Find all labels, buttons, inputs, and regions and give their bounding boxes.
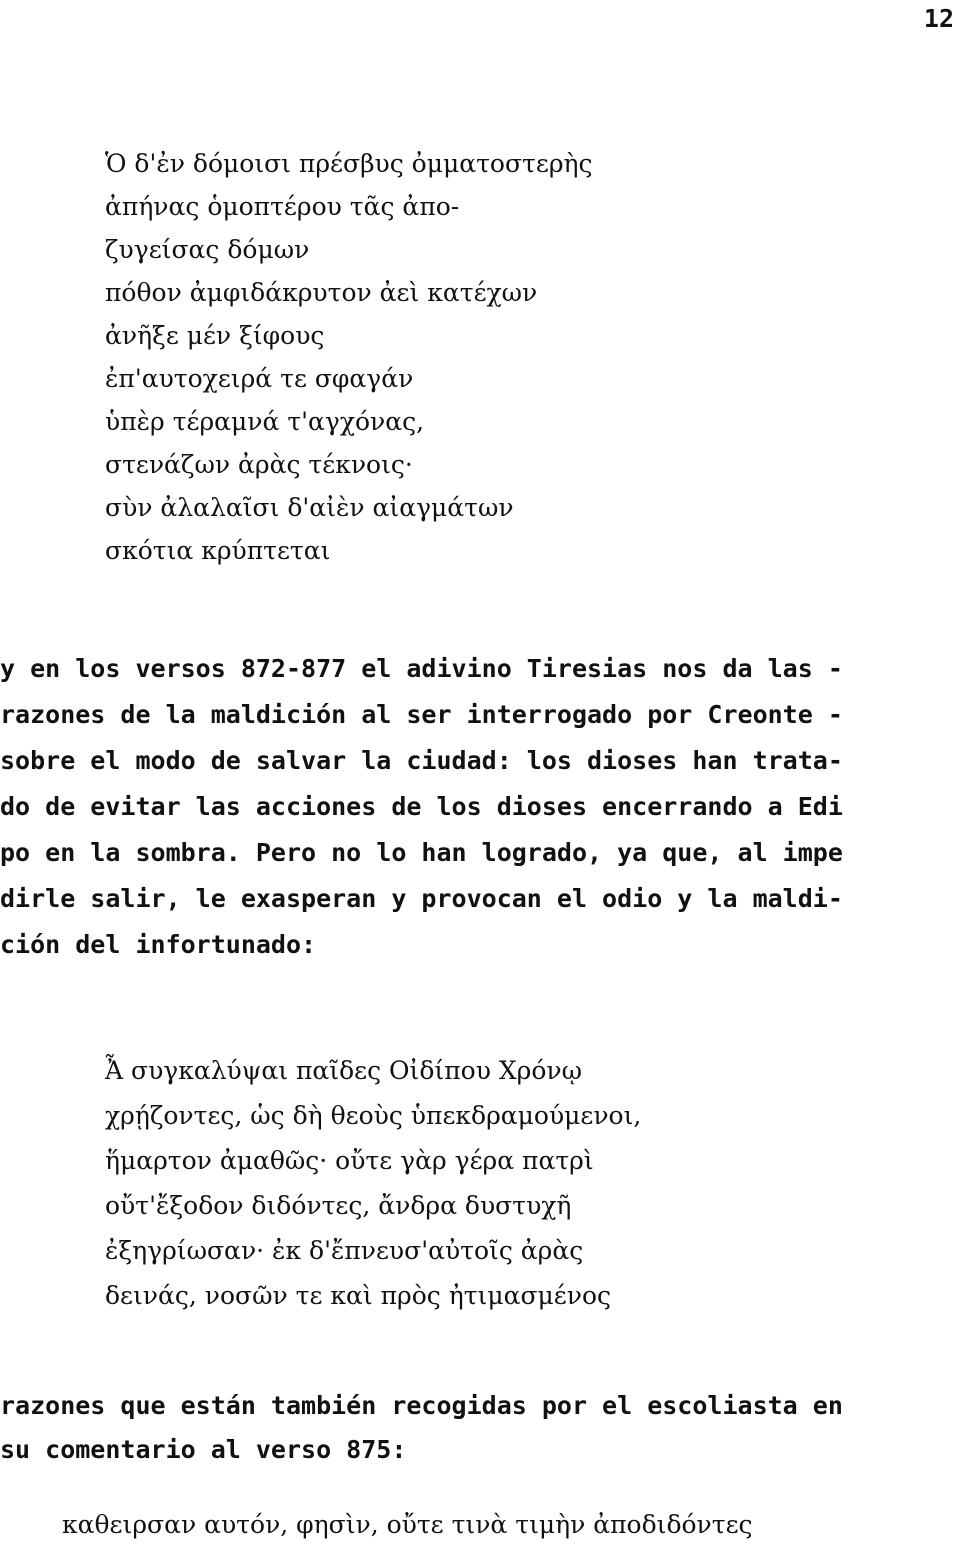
greek-verse-line: δεινάς, νοσῶν τε καὶ πρὸς ἠτιμασμένος (105, 1281, 611, 1310)
paragraph-line: ción del infortunado: (0, 930, 317, 959)
greek-verse-line: πόθον ἀμφιδάκρυτον ἀεὶ κατέχων (105, 278, 538, 307)
greek-verse-line: ὑπὲρ τέραμνά τ'αγχόνας, (105, 407, 425, 436)
paragraph-line: sobre el modo de salvar la ciudad: los dioses han trata- (0, 746, 843, 775)
greek-scholion-quote: καθειρσαν αυτόν, φησὶν, οὔτε τινὰ τιμὴν ἀποδιδόντες (62, 1510, 753, 1539)
paragraph-line: razones de la maldición al ser interrogado por Creonte - (0, 700, 843, 729)
greek-verse-line: σκότια κρύπτεται (105, 536, 331, 565)
greek-verse-line: ἥμαρτον ἀμαθῶς· οὔτε γὰρ γέρα πατρὶ (105, 1146, 594, 1175)
paragraph-line: su comentario al verso 875: (0, 1435, 407, 1464)
greek-verse-line: σὺν ἀλαλαῖσι δ'αἰὲν αἰαγμάτων (105, 493, 514, 522)
greek-verse-line: Ἆ συγκαλύψαι παῖδες Οἰδίπου Χρόνῳ (105, 1056, 582, 1085)
greek-verse-line: ἐπ'αυτοχειρά τε σφαγάν (105, 364, 414, 393)
greek-verse-line: ἐξηγρίωσαν· ἐκ δ'ἔπνευσ'αὐτοῖς ἀρὰς (105, 1236, 584, 1265)
page-number: 12 (923, 4, 954, 33)
greek-verse-passage-2 (105, 1048, 641, 1318)
greek-verse-line: ἀνῆξε μέν ξίφους (105, 321, 325, 350)
paragraph-line: po en la sombra. Pero no lo han logrado, ya que, al impe (0, 838, 843, 867)
paragraph-line: dirle salir, le exasperan y provocan el odio y la maldi- (0, 884, 843, 913)
paragraph-line: y en los versos 872-877 el adivino Tiresias nos da las - (0, 654, 843, 683)
greek-verse-line: οὔτ'ἔξοδον διδόντες, ἄνδρα δυστυχῆ (105, 1191, 572, 1220)
spanish-paragraph-2 (0, 1384, 960, 1472)
paragraph-line: do de evitar las acciones de los dioses encerrando a Edi (0, 792, 843, 821)
spanish-paragraph-1 (0, 646, 960, 968)
greek-verse-line: ζυγείσας δόμων (105, 235, 310, 264)
greek-verse-line: χρῄζοντες, ὡς δὴ θεοὺς ὑπεκδραμούμενοι, (105, 1101, 642, 1130)
paragraph-line: razones que están también recogidas por el escoliasta en (0, 1391, 843, 1420)
greek-verse-line: Ὁ δ'ἐν δόμοισι πρέσβυς ὀμματοστερὴς (105, 149, 593, 178)
greek-verse-passage-1 (105, 142, 593, 572)
greek-verse-line: στενάζων ἀρὰς τέκνοις· (105, 450, 413, 479)
greek-verse-line: ἀπήνας ὁμοπτέρου τᾶς ἀπο- (105, 192, 460, 221)
